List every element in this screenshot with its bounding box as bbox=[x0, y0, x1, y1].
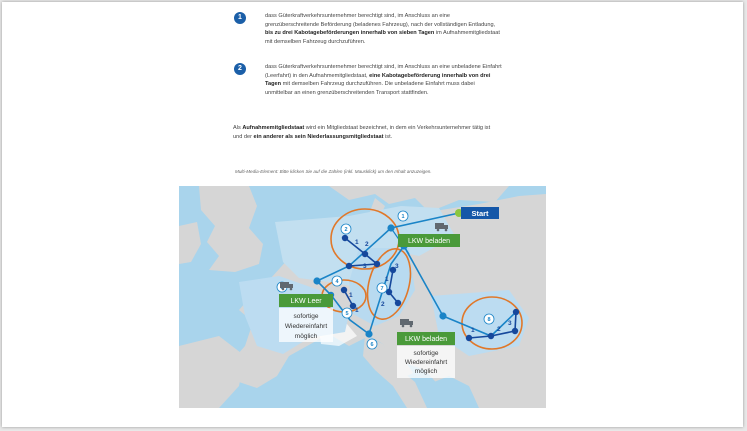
content-frame bbox=[2, 2, 743, 427]
empty-label: LKW Leer bbox=[290, 298, 322, 305]
svg-text:4: 4 bbox=[335, 279, 339, 285]
svg-text:möglich: möglich bbox=[414, 368, 438, 375]
route-node bbox=[439, 312, 446, 319]
route-b-number-1: 1 bbox=[385, 276, 389, 283]
cabotage-node bbox=[395, 300, 401, 306]
list-item-1-text-bold: bis zu drei Kabotagebeförderungen innerhalb von sieben Tagen bbox=[265, 30, 435, 37]
route-d-number-2: 1 bbox=[355, 307, 359, 314]
svg-text:7: 7 bbox=[380, 286, 384, 292]
cabotage-node bbox=[512, 328, 518, 334]
multimedia-caption: Multi-Media-Element: Bitte klicken Sie auf die Zahlen (inkl. Mausklick) um den Inhalt anzuzeigen. bbox=[235, 169, 432, 174]
info-marker-5[interactable] bbox=[342, 308, 352, 318]
definition-term: Aufnahmemitgliedstaat bbox=[242, 125, 305, 131]
definition-start: Als bbox=[233, 125, 243, 131]
cabotage-node bbox=[341, 287, 347, 293]
list-item-1-text bbox=[265, 12, 503, 46]
route-a-number-3: 3 bbox=[363, 263, 367, 270]
svg-text:sofortige: sofortige bbox=[413, 350, 439, 357]
definition-paragraph bbox=[233, 124, 495, 141]
route-b-number-3: 3 bbox=[395, 263, 399, 270]
list-number-badge-2: 2 bbox=[234, 63, 246, 75]
info-marker-1[interactable] bbox=[398, 211, 408, 221]
definition-middle: wird ein Mitgliedstaat bezeichnet, in dem ein Verkehrsunternehmer tätig ist und der bbox=[233, 125, 491, 140]
svg-text:sofortige: sofortige bbox=[293, 313, 319, 320]
route-c-number-3: 3 bbox=[508, 320, 512, 327]
list-number-badge-1: 1 bbox=[234, 12, 246, 24]
route-c-number-1: 1 bbox=[471, 327, 475, 334]
cabotage-node bbox=[342, 235, 348, 241]
route-a-number-1: 1 bbox=[355, 239, 359, 246]
route-node bbox=[313, 277, 320, 284]
svg-text:1: 1 bbox=[401, 214, 405, 220]
info-marker-6[interactable] bbox=[367, 339, 377, 349]
loaded-label-1: LKW beladen bbox=[407, 238, 451, 245]
definition-bold-clause: ein anderer als sein Niederlassungsmitgliedstaat bbox=[253, 133, 384, 140]
list-item-2-text-start: dass Güterkraftverkehrsunternehmer berechtigt sind, im Anschluss an eine unbeladene Einfahrt (Leerfahrt) in den Aufnahmemitgliedstaat, bbox=[265, 64, 502, 79]
list-item-2-text-end: mit demselben Fahrzeug durchzuführen. Die unbeladene Einfahrt muss dabei unmittelbar an einen grenzüberschreitenden Transport stattfinden. bbox=[265, 81, 475, 96]
cabotage-node bbox=[513, 309, 519, 315]
cabotage-node bbox=[488, 333, 494, 339]
route-b-number-2: 2 bbox=[381, 301, 385, 308]
route-c-number-2: 2 bbox=[497, 326, 501, 333]
info-marker-7[interactable] bbox=[377, 283, 387, 293]
loaded-label-2: LKW beladen bbox=[404, 336, 448, 343]
list-item-2-text-bold: eine Kabotagebeförderung innerhalb von drei Tagen bbox=[265, 72, 491, 88]
list-item-2-text bbox=[265, 63, 503, 97]
svg-text:Wiedereinfahrt: Wiedereinfahrt bbox=[284, 323, 328, 330]
start-label: Start bbox=[471, 209, 489, 218]
route-node bbox=[365, 330, 372, 337]
svg-text:möglich: möglich bbox=[294, 333, 318, 340]
cabotage-node bbox=[362, 251, 368, 257]
cabotage-map bbox=[179, 186, 546, 408]
svg-text:2: 2 bbox=[344, 227, 348, 233]
svg-text:6: 6 bbox=[370, 342, 374, 348]
svg-text:Wiedereinfahrt: Wiedereinfahrt bbox=[404, 359, 448, 366]
svg-text:8: 8 bbox=[487, 317, 491, 323]
info-marker-2[interactable] bbox=[341, 224, 351, 234]
definition-end: ist. bbox=[383, 133, 393, 140]
route-a-number-2: 2 bbox=[365, 241, 369, 248]
route-node bbox=[387, 224, 394, 231]
list-item-1-text-start: dass Güterkraftverkehrsunternehmer berechtigt sind, im Anschluss an eine grenzüberschreitende Beförderung (beladenes Fahrzeug), nach der vollständigen Entladung, bbox=[265, 13, 496, 28]
cabotage-node bbox=[346, 263, 352, 269]
svg-text:5: 5 bbox=[345, 311, 349, 317]
cabotage-node bbox=[374, 261, 380, 267]
route-d-number-1: 1 bbox=[349, 292, 353, 299]
list-item-1-text-end: im Aufnahmemitgliedstaat mit demselben Fahrzeug durchzuführen. bbox=[265, 30, 500, 45]
cabotage-node bbox=[466, 335, 472, 341]
info-marker-8[interactable] bbox=[484, 314, 494, 324]
info-marker-4[interactable] bbox=[332, 276, 342, 286]
